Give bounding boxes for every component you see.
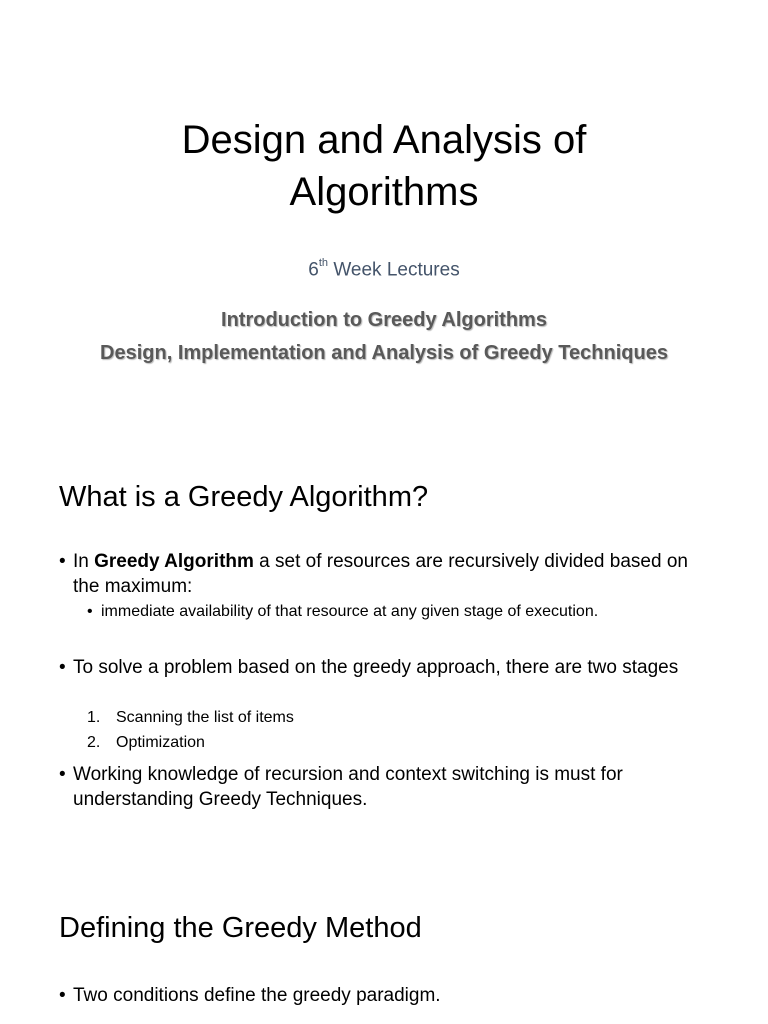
bullet-dot: • [59,551,66,572]
item-text: Optimization [116,734,205,751]
bullet-text: Working knowledge of recursion and context switching is must for understanding Greedy Techniques. [73,764,623,810]
section-heading-greedy-algorithm: What is a Greedy Algorithm? [59,481,429,513]
week-suffix: th [318,257,329,269]
item-number: 1. [87,709,101,726]
bullet-prefix: In [73,551,95,572]
bullet-text [59,549,719,599]
subtitle-line-2: Design, Implementation and Analysis of Greedy Techniques [100,342,668,364]
bullet-dot: • [59,985,66,1006]
week-label [0,252,768,283]
numbered-item-optimization [87,732,205,754]
bullet-text: To solve a problem based on the greedy approach, there are two stages [73,657,679,678]
bullet-greedy-definition [59,549,719,599]
bullet-two-stages [59,655,719,680]
item-text: Scanning the list of items [116,709,294,726]
bullet-dot: • [59,657,66,678]
sub-bullet-text: immediate availability of that resource at any given stage of execution. [101,603,599,620]
bullet-dot: • [59,764,66,785]
slide-title-line-1: Design and Analysis of [181,118,587,162]
bullet-rest: a set of resources are recursively divided based on the maximum: [73,551,688,597]
numbered-item-scanning [87,707,294,729]
week-text: Week Lectures [328,259,460,281]
bullet-recursion-knowledge [59,762,719,812]
week-number: 6 [308,259,319,281]
bullet-two-conditions [59,983,719,1008]
sub-bullet-dot: • [87,603,93,620]
item-number: 2. [87,734,101,751]
bullet-text: Two conditions define the greedy paradigm. [73,985,441,1006]
slide-title [0,114,768,218]
sub-bullet-availability [87,601,598,623]
bullet-bold-term: Greedy Algorithm [94,551,254,572]
subtitle-line-1: Introduction to Greedy Algorithms [221,309,547,331]
section-heading-greedy-method: Defining the Greedy Method [59,912,422,944]
slide-title-line-2: Algorithms [289,170,479,214]
